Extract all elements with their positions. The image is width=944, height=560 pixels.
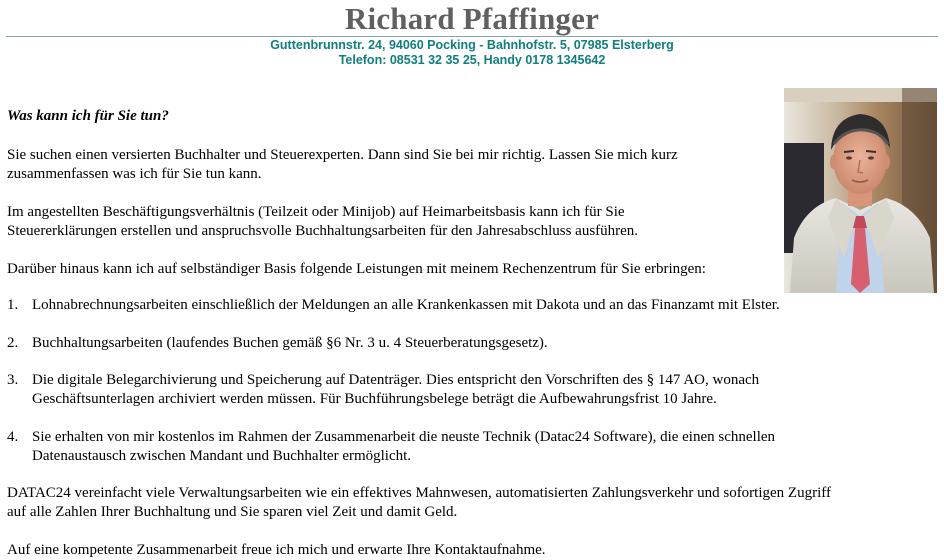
services-intro: Darüber hinaus kann ich auf selbständiger Basis folgende Leistungen mit meinem Rechenzentrum für Sie erbringen: bbox=[7, 261, 706, 277]
page-title: Richard Pfaffinger bbox=[344, 1, 600, 36]
intro-line: zusammenfassen was ich für Sie tun kann. bbox=[7, 166, 262, 182]
page-header bbox=[0, 0, 944, 37]
phone-line: Telefon: 08531 32 35 25, Handy 0178 1345642 bbox=[338, 53, 606, 67]
section-heading: Was kann ich für Sie tun? bbox=[7, 108, 169, 124]
list-text: Buchhaltungsarbeiten (laufendes Buchen gemäß §6 Nr. 3 u. 4 Steuerberatungsgesetz). bbox=[32, 335, 548, 351]
datac-line: DATAC24 vereinfacht viele Verwaltungsarbeiten wie ein effektives Mahnwesen, automatisierten Zahlungsverkehr und sofortigen Zugriff bbox=[7, 485, 831, 501]
closing-line: Auf eine kompetente Zusammenarbeit freue ich mich und erwarte Ihre Kontaktaufnahme. bbox=[7, 542, 546, 558]
employment-line: Steuererklärungen erstellen und anspruchsvolle Buchhaltungsarbeiten für den Jahresabschluss ausführen. bbox=[7, 223, 639, 239]
list-text: Die digitale Belegarchivierung und Speicherung auf Datenträger. Dies entspricht den Vorschriften des § 147 AO, wonach bbox=[32, 372, 760, 388]
intro-line: Sie suchen einen versierten Buchhalter und Steuerexperten. Dann sind Sie bei mir richtig. Lassen Sie mich kurz bbox=[7, 147, 678, 163]
list-text: Datenaustausch zwischen Mandant und Buchhalter ermöglicht. bbox=[32, 448, 412, 464]
list-number: 1. bbox=[7, 297, 19, 313]
list-number: 4. bbox=[7, 429, 19, 445]
list-text: Sie erhalten von mir kostenlos im Rahmen der Zusammenarbeit die neuste Technik (Datac24 Software), die einen schnellen bbox=[32, 429, 776, 445]
list-number: 3. bbox=[7, 372, 19, 388]
portrait-photo bbox=[784, 88, 937, 293]
address-line: Guttenbrunnstr. 24, 94060 Pocking - Bahnhofstr. 5, 07985 Elsterberg bbox=[270, 38, 674, 52]
employment-line: Im angestellten Beschäftigungsverhältnis (Teilzeit oder Minijob) auf Heimarbeitsbasis kann ich für Sie bbox=[7, 204, 625, 220]
list-number: 2. bbox=[7, 335, 19, 351]
header-divider bbox=[6, 36, 938, 37]
list-text: Geschäftsunterlagen archiviert werden müssen. Für Buchführungsbelege beträgt die Aufbewahrungsfrist 10 Jahre. bbox=[32, 391, 717, 407]
datac-line: auf alle Zahlen Ihrer Buchhaltung und Sie sparen viel Zeit und damit Geld. bbox=[7, 504, 458, 520]
list-text: Lohnabrechnungsarbeiten einschließlich der Meldungen an alle Krankenkassen mit Dakota und an das Finanzamt mit Elster. bbox=[32, 297, 780, 313]
